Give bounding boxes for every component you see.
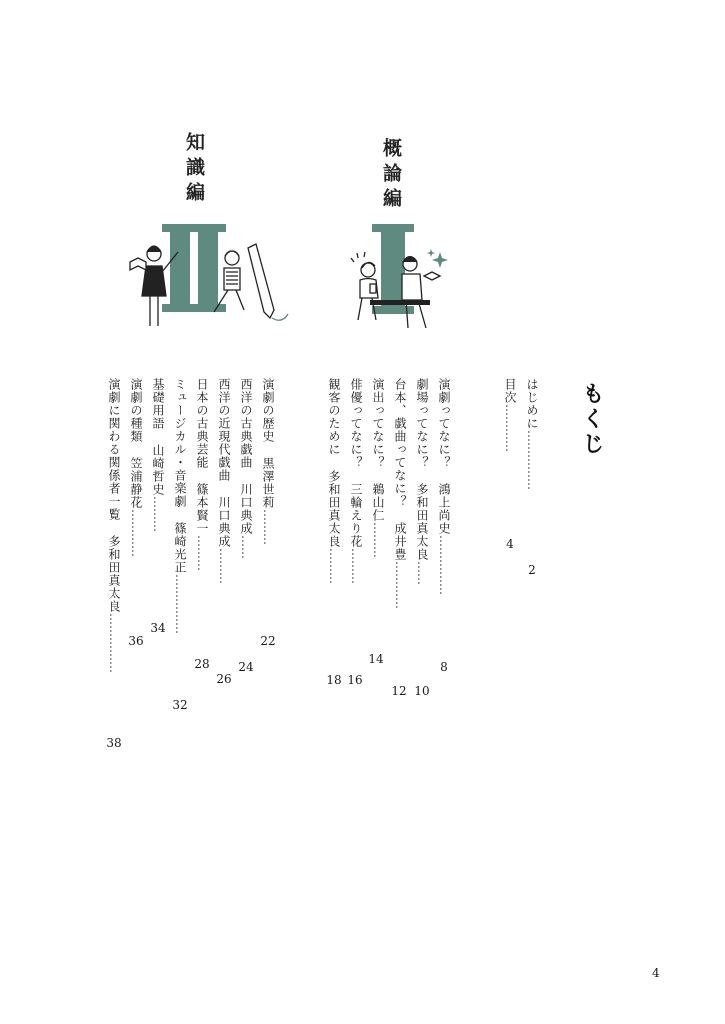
- entry-author: 笠浦静花: [129, 457, 143, 509]
- page-ref: 36: [128, 634, 144, 648]
- entry-title: 演劇に関わる関係者一覧: [107, 378, 121, 521]
- section-1-illustration: [340, 218, 460, 338]
- page-ref: 28: [194, 657, 210, 671]
- entry-author: 多和田真太良: [415, 483, 429, 561]
- entry-author: 川口典成: [217, 496, 231, 548]
- toc-entry-part1-2[interactable]: [416, 378, 428, 585]
- entry-author: 篠本賢一: [195, 483, 209, 535]
- toc-entry-part1-1[interactable]: [438, 378, 450, 595]
- section-1-title: 概論編: [380, 138, 402, 213]
- entry-author: 三輪えり花: [349, 483, 363, 548]
- page-ref: 8: [440, 660, 448, 674]
- page-number: 4: [652, 966, 660, 980]
- toc-entry-part2-4[interactable]: [196, 378, 208, 571]
- toc-entry-part1-6[interactable]: [328, 378, 340, 584]
- entry-author: 山崎哲史: [151, 444, 165, 496]
- toc-entry-part2-3[interactable]: [218, 378, 230, 584]
- entry-title: 演劇の歴史: [261, 378, 275, 443]
- entry-title: ミュージカル・音楽劇: [173, 378, 187, 508]
- section-2-title: 知識編: [183, 132, 205, 207]
- entry-title: 演劇ってなに？: [437, 378, 451, 469]
- toc-entry-part2-6[interactable]: [152, 378, 164, 532]
- entry-author: 多和田真太良: [327, 470, 341, 548]
- entry-title: 西洋の近現代戯曲: [217, 378, 231, 482]
- toc-title: もくじ: [579, 382, 604, 457]
- entry-title: 劇場ってなに？: [415, 378, 429, 469]
- entry-title: 目次: [503, 378, 517, 404]
- entry-author: 鵜山仁: [371, 483, 385, 522]
- entry-title: 演出ってなに？: [371, 378, 385, 469]
- leader-dots: …………: [129, 509, 143, 557]
- page-ref: 4: [506, 537, 514, 551]
- toc-entry-part2-2[interactable]: [240, 378, 252, 559]
- leader-dots: ………: [151, 496, 165, 532]
- page-ref: 38: [106, 736, 122, 750]
- leader-dots: …………: [393, 561, 407, 609]
- entry-author: 鴻上尚史: [437, 483, 451, 535]
- leader-dots: ………: [349, 548, 363, 584]
- page-ref: 10: [414, 684, 430, 698]
- entry-author: 成井豊: [393, 522, 407, 561]
- page-ref: 22: [260, 634, 276, 648]
- toc-entry-part2-8[interactable]: [108, 378, 120, 673]
- leader-dots: ……………: [525, 430, 539, 490]
- page-ref: 26: [216, 672, 232, 686]
- leader-dots: ……………: [437, 535, 451, 595]
- entry-title: はじめに: [525, 378, 539, 430]
- leader-dots: ……………: [107, 613, 121, 673]
- leader-dots: ………: [195, 535, 209, 571]
- leader-dots: ………: [327, 548, 341, 584]
- toc-entry-part1-5[interactable]: [350, 378, 362, 584]
- toc-entry-part2-1[interactable]: [262, 378, 274, 545]
- entry-author: 川口典成: [239, 483, 253, 535]
- leader-dots: ……………: [173, 574, 187, 634]
- toc-entry-part1-4[interactable]: [372, 378, 384, 558]
- leader-dots: ……: [415, 561, 429, 585]
- entry-title: 西洋の古典戯曲: [239, 378, 253, 469]
- entry-author: 篠崎光正: [173, 522, 187, 574]
- leader-dots: ……: [239, 535, 253, 559]
- page-ref: 34: [150, 621, 166, 635]
- page-ref: 14: [368, 652, 384, 666]
- section-2-illustration: [120, 218, 290, 338]
- page-ref: 24: [238, 660, 254, 674]
- entry-title: 演劇の種類: [129, 378, 143, 443]
- toc-entry-front-mokuji[interactable]: [504, 378, 516, 452]
- page-ref: 16: [347, 673, 363, 687]
- leader-dots: ………: [217, 548, 231, 584]
- toc-entry-part1-3[interactable]: [394, 378, 406, 609]
- entry-title: 俳優ってなに？: [349, 378, 363, 469]
- leader-dots: ………: [261, 509, 275, 545]
- entry-author: 黒澤世莉: [261, 457, 275, 509]
- leader-dots: ………: [371, 522, 385, 558]
- entry-title: 台本、戯曲ってなに？: [393, 378, 407, 508]
- page-ref: 2: [528, 563, 536, 577]
- page-ref: 32: [172, 698, 188, 712]
- entry-author: 多和田真太良: [107, 535, 121, 613]
- toc-entry-part2-5[interactable]: [174, 378, 186, 634]
- entry-title: 観客のために: [327, 378, 341, 456]
- toc-entry-part2-7[interactable]: [130, 378, 142, 557]
- leader-dots: …………: [503, 404, 517, 452]
- entry-title: 日本の古典芸能: [195, 378, 209, 469]
- page-ref: 12: [391, 684, 407, 698]
- entry-title: 基礎用語: [151, 378, 165, 430]
- page-ref: 18: [326, 673, 342, 687]
- toc-entry-front-hajimeni[interactable]: [526, 378, 538, 490]
